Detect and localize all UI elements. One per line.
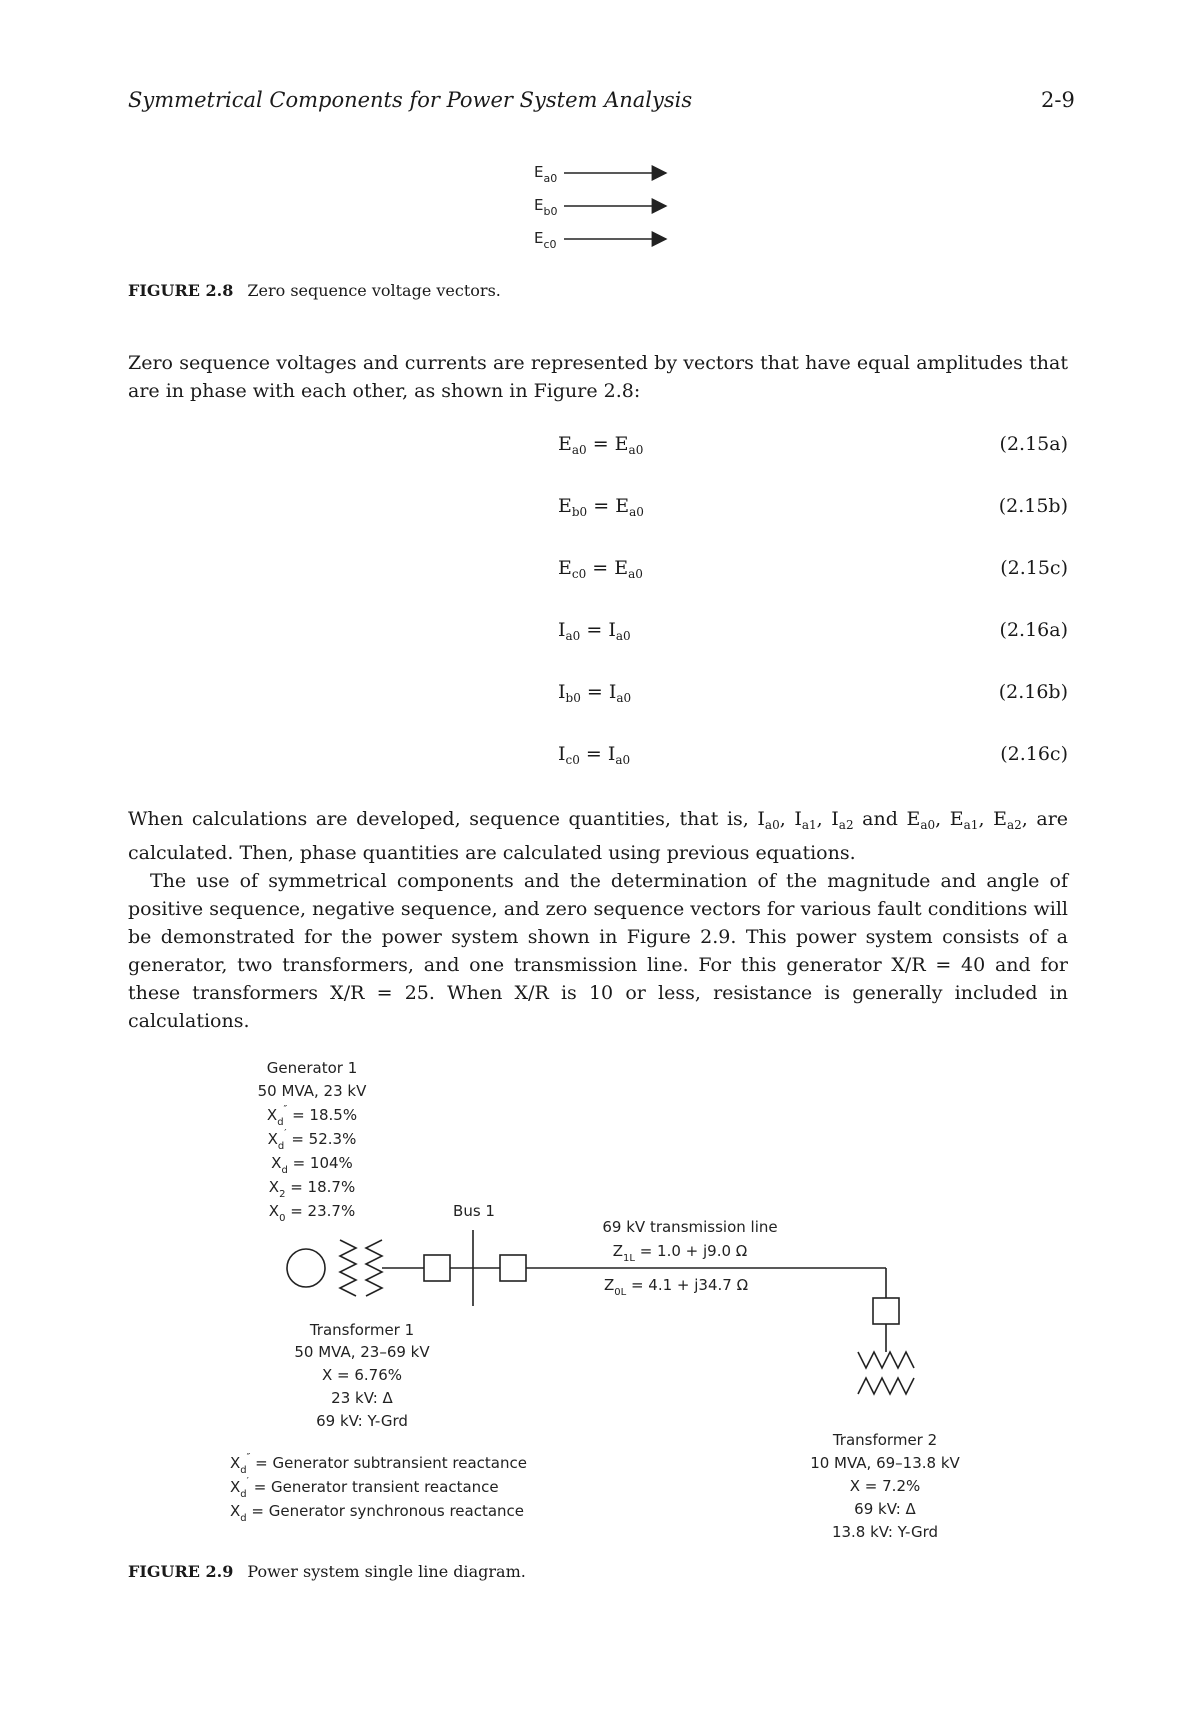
- vector-c0: [534, 229, 666, 251]
- equation-number: (2.16b): [998, 681, 1068, 703]
- transformer-1-winding-lv: [366, 1240, 382, 1296]
- vector-b0: [534, 196, 666, 218]
- svg-text:X = 7.2%: X = 7.2%: [849, 1477, 921, 1495]
- svg-text:50 MVA, 23–69 kV: 50 MVA, 23–69 kV: [294, 1343, 430, 1361]
- equation-number: (2.16a): [999, 619, 1068, 641]
- equation-number: (2.15b): [998, 495, 1068, 517]
- svg-text:X0 = 23.7%: $X_0 = 23.7\%$: [268, 1202, 356, 1224]
- vector-a0: [534, 163, 666, 185]
- equation-2-16a: $I_{a0} = I_{a0}$ (2.16a): [558, 619, 1068, 643]
- svg-text:Generator 1: Generator 1: [266, 1059, 358, 1077]
- svg-text:23 kV: Δ: 23 kV: Δ: [331, 1389, 393, 1407]
- running-header-title: Symmetrical Components for Power System Analysis: [128, 88, 693, 112]
- svg-text:Xd′ = 52.3%: $X_d' = 52.3\%$: [267, 1128, 357, 1152]
- equation-2-16c: $I_{c0} = I_{a0}$ (2.16c): [558, 743, 1068, 767]
- svg-text:10 MVA, 69–13.8 kV: 10 MVA, 69–13.8 kV: [810, 1454, 960, 1472]
- figure-2-8-caption-label: FIGURE 2.8: [128, 281, 234, 300]
- equation-number: (2.15a): [999, 433, 1068, 455]
- svg-text:X2 = 18.7%: $X_2 = 18.7\%$: [268, 1178, 356, 1200]
- body-text: [128, 805, 1068, 1035]
- svg-text:Z0L = 4.1 + j34.7 Ω: $Z_{0L} = 4.1 + j34.7$ Ω: [603, 1276, 749, 1298]
- figure-2-9-caption: [128, 1562, 526, 1581]
- breaker-2: [500, 1255, 526, 1281]
- svg-text:Ea0: $E_{a0}$: [534, 163, 558, 185]
- equation-2-15c: $E_{c0} = E_{a0}$ (2.15c): [558, 557, 1068, 581]
- svg-text:69 kV: Y-Grd: 69 kV: Y-Grd: [316, 1412, 408, 1430]
- transformer-1-data: [294, 1321, 430, 1430]
- transformer-1-winding-hv: [340, 1240, 356, 1296]
- breaker-1: [424, 1255, 450, 1281]
- svg-text:Ec0: $E_{c0}$: [534, 229, 557, 251]
- svg-text:Xd″ = Generator subtransient r: $X_d''$ = Generator subtransient reactance: [230, 1452, 527, 1476]
- svg-text:Xd = 104%: $X_d = 104\%$: [271, 1154, 353, 1176]
- breaker-3: [873, 1298, 899, 1324]
- figure-2-9-caption-text: Power system single line diagram.: [247, 1562, 526, 1581]
- intro-paragraph: Zero sequence voltages and currents are represented by vectors that have equal amplitudes that are in phase with each other, as shown in Figure 2.8:: [128, 352, 1068, 402]
- equation-2-15b: $E_{b0} = E_{a0}$ (2.15b): [558, 495, 1068, 519]
- equation-number: (2.15c): [1000, 557, 1068, 579]
- page-number: 2-9: [1041, 88, 1075, 112]
- equation-2-16b: $I_{b0} = I_{a0}$ (2.16b): [558, 681, 1068, 705]
- svg-text:69 kV transmission line: 69 kV transmission line: [602, 1218, 778, 1236]
- svg-text:Xd″ = 18.5%: $X_d'' = 18.5\%$: [266, 1104, 358, 1128]
- single-line-diagram: [0, 1050, 1200, 1550]
- zero-sequence-vector-figure: [520, 155, 680, 255]
- transformer-2-winding-lv: [858, 1378, 914, 1394]
- svg-text:Transformer 1: Transformer 1: [309, 1321, 415, 1339]
- svg-text:69 kV: Δ: 69 kV: Δ: [854, 1500, 916, 1518]
- generator-symbol: [287, 1249, 325, 1287]
- body-paragraph-2: The use of symmetrical components and the determination of the magnitude and angle of positive sequence, negative sequence, and zero sequence vectors for various fault conditions will be demonstrated for the power system shown in Figure 2.9. This power system consists of a generator, two transformers, and one transmission line. For this generator X/R = 40 and for these transformers X/R = 25. When X/R is 10 or less, resistance is generally included in calculations.: [128, 870, 1068, 1032]
- svg-text:X = 6.76%: X = 6.76%: [321, 1366, 403, 1384]
- svg-text:13.8 kV: Y-Grd: 13.8 kV: Y-Grd: [831, 1523, 939, 1541]
- bus-1-label: Bus 1: [453, 1202, 495, 1220]
- svg-text:Xd′ = Generator transient reac: $X_d'$ = Generator transient reactance: [230, 1476, 499, 1500]
- svg-text:Eb0: $E_{b0}$: [534, 196, 558, 218]
- generator-1-data: [258, 1059, 367, 1224]
- figure-2-8-caption: [128, 281, 501, 300]
- body-paragraph-1: When calculations are developed, sequence quantities, that is, $I_{a0}$, $I_{a1}$, $I_{a2}$ and $E_{a0}$, $E_{a1}$, $E_{a2}$, are calculated. Then, phase quantities are calculated using previous equations.: [128, 808, 1069, 864]
- svg-text:Z1L = 1.0 + j9.0 Ω: $Z_{1L} = 1.0 + j9.0$ Ω: [612, 1242, 748, 1264]
- equation-number: (2.16c): [1000, 743, 1068, 765]
- figure-2-9-caption-label: FIGURE 2.9: [128, 1562, 234, 1581]
- svg-text:Xd = Generator synchronous rea: $X_d$ = Generator synchronous reactance: [230, 1502, 524, 1524]
- svg-text:50 MVA, 23 kV: 50 MVA, 23 kV: [257, 1082, 367, 1100]
- transformer-2-winding-hv: [858, 1352, 914, 1368]
- transmission-line-data: [602, 1218, 777, 1298]
- equation-2-15a: $E_{a0} = E_{a0}$ (2.15a): [558, 433, 1068, 457]
- reactance-legend: [230, 1452, 527, 1524]
- figure-2-8-caption-text: Zero sequence voltage vectors.: [247, 281, 501, 300]
- transformer-2-data: [810, 1431, 960, 1541]
- svg-text:Transformer 2: Transformer 2: [832, 1431, 938, 1449]
